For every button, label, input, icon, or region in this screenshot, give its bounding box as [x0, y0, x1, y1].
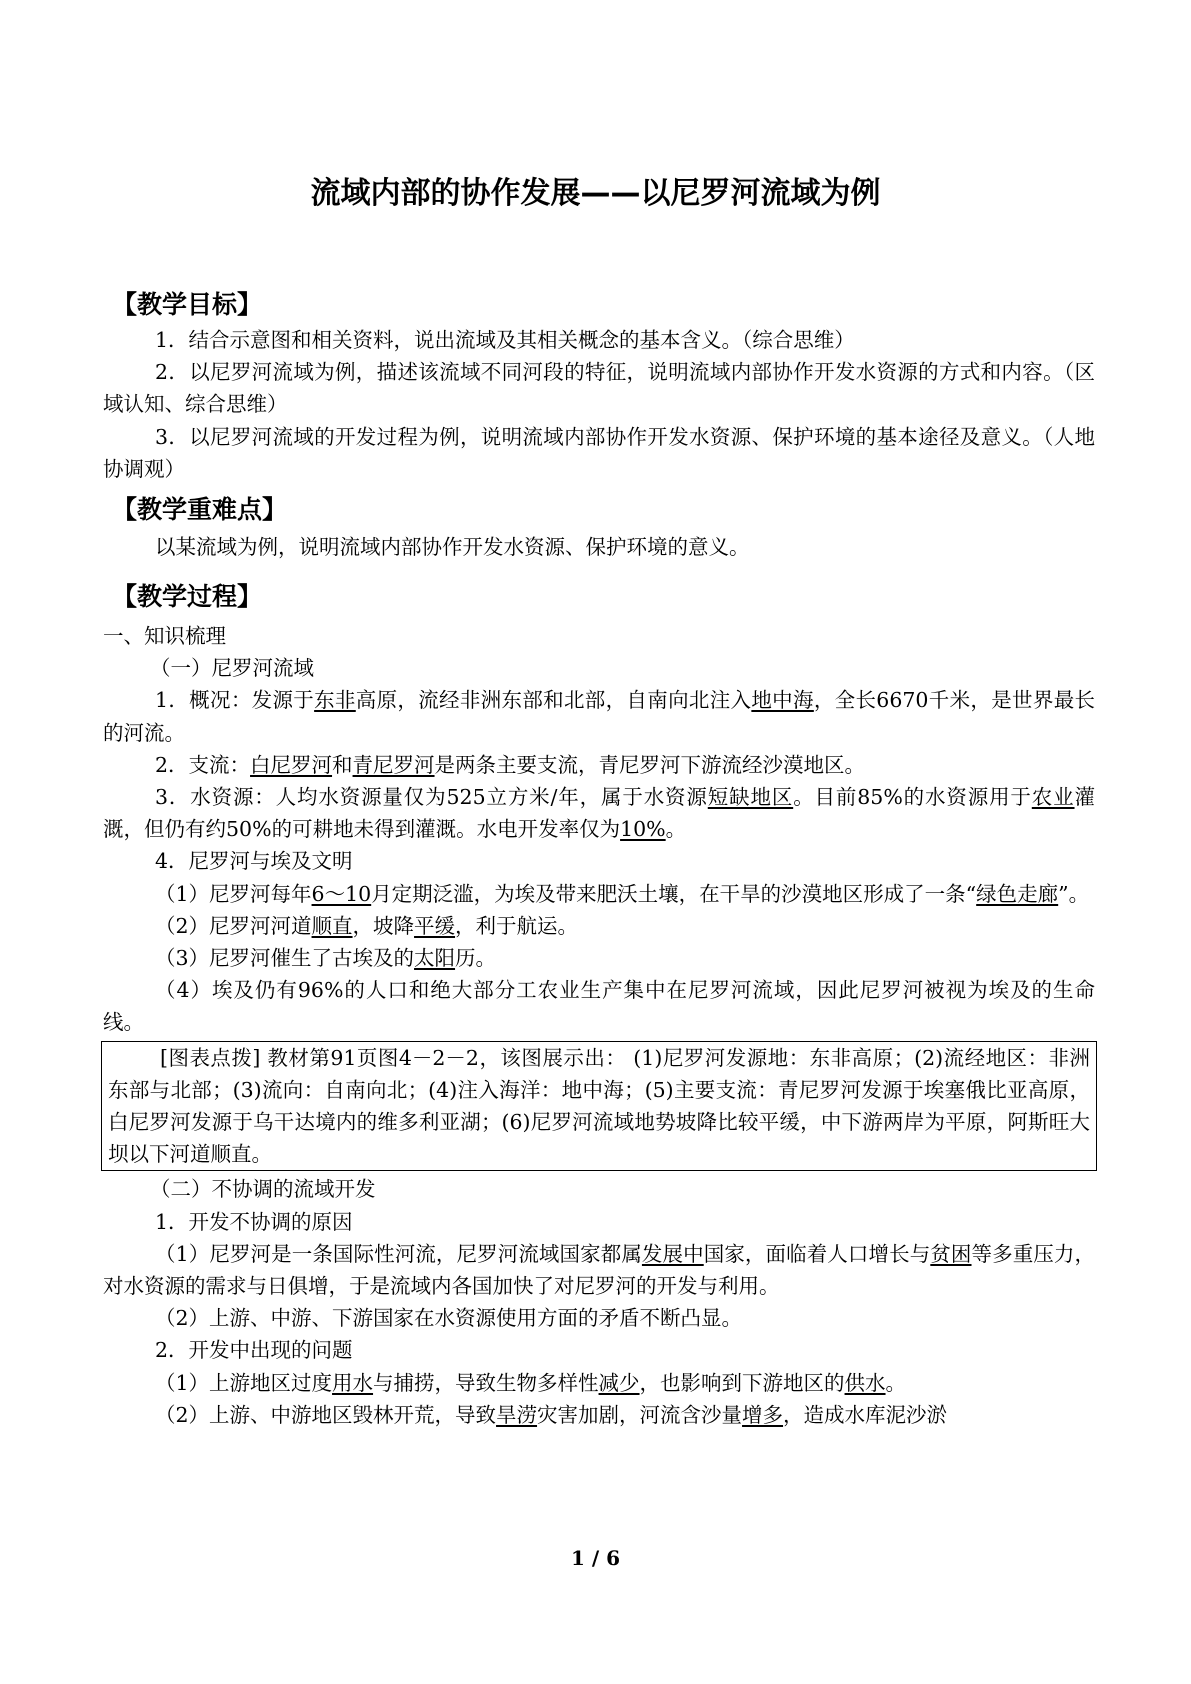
- paragraph-causes-heading: 1．开发不协调的原因: [155, 1209, 353, 1234]
- paragraph-problems-heading: 2．开发中出现的问题: [155, 1338, 353, 1363]
- paragraph-causes-2: （2）上游、中游、下游国家在水资源使用方面的矛盾不断凸显。: [155, 1306, 743, 1331]
- objectives-list: [103, 324, 1095, 485]
- key-points-text: 以某流域为例，说明流域内部协作开发水资源、保护环境的意义。: [155, 535, 750, 559]
- paragraph-problems-2: （2）上游、中游地区毁林开荒，导致旱涝灾害加剧，河流含沙量增多，造成水库泥沙淤: [155, 1402, 948, 1427]
- paragraph-civilization-1: （1）尼罗河每年6～10月定期泛滥，为埃及带来肥沃土壤，在干旱的沙漠地区形成了一条“绿色走廊”。: [155, 881, 1090, 906]
- objectives-heading: 【教学目标】: [112, 290, 263, 319]
- objective-item: 3．以尼罗河流域的开发过程为例，说明流域内部协作开发水资源、保护环境的基本途径及意义。（人地协调观）: [103, 424, 1095, 481]
- process-body: [103, 620, 1095, 1431]
- paragraph-tributaries: 2．支流：白尼罗河和青尼罗河是两条主要支流，青尼罗河下游流经沙漠地区。: [155, 752, 866, 777]
- subsection-heading: （二）不协调的流域开发: [150, 1177, 376, 1202]
- figure-tip-text: [图表点拨] 教材第91页图4－2－2，该图展示出： (1)尼罗河发源地：东非高原；(2)流经地区：非洲东部与北部；(3)流向：自南向北；(4)注入海洋：地中海；(5)主要支流：青尼罗河发源于埃塞俄比亚高原，白尼罗河发源于乌干达境内的维多利亚湖；(6)尼罗河流域地势坡降比较平缓，中下游两岸为平原，阿斯旺大坝以下河道顺直。: [108, 1045, 1090, 1167]
- figure-tip-box: [101, 1041, 1097, 1172]
- page-title: 流域内部的协作发展——以尼罗河流域为例: [310, 176, 881, 211]
- paragraph-civilization-3: （3）尼罗河催生了古埃及的太阳历。: [155, 946, 497, 971]
- paragraph-causes-1: （1）尼罗河是一条国际性河流，尼罗河流域国家都属发展中国家，面临着人口增长与贫困等多重压力，对水资源的需求与日俱增，于是流域内各国加快了对尼罗河的开发与利用。: [103, 1241, 1096, 1299]
- key-points-heading: 【教学重难点】: [112, 495, 288, 524]
- paragraph-water-resources: 3．水资源：人均水资源量仅为525立方米/年，属于水资源短缺地区。目前85%的水资源用于农业灌溉，但仍有约50%的可耕地未得到灌溉。水电开发率仅为10%。: [103, 785, 1096, 842]
- paragraph-civilization-4: （4）埃及仍有96%的人口和绝大部分工农业生产集中在尼罗河流域，因此尼罗河被视为埃及的生命线。: [103, 978, 1095, 1035]
- key-points-text-block: [103, 531, 1095, 563]
- paragraph-overview: 1．概况：发源于东非高原，流经非洲东部和北部，自南向北注入地中海，全长6670千米，是世界最长的河流。: [103, 688, 1096, 745]
- process-heading: 【教学过程】: [112, 582, 263, 611]
- paragraph-problems-1: （1）上游地区过度用水与捕捞，导致生物多样性减少，也影响到下游地区的供水。: [155, 1370, 907, 1395]
- part-heading: 一、知识梳理: [103, 624, 226, 648]
- subsection-heading: （一）尼罗河流域: [150, 656, 314, 681]
- objective-item: 2．以尼罗河流域为例，描述该流域不同河段的特征，说明流域内部协作开发水资源的方式和内容。（区域认知、综合思维）: [103, 360, 1095, 417]
- page-number: 1 / 6: [570, 1546, 621, 1570]
- paragraph-civilization-2: （2）尼罗河河道顺直，坡降平缓，利于航运。: [155, 913, 579, 938]
- paragraph-civilization-heading: 4．尼罗河与埃及文明: [155, 849, 353, 874]
- objective-item: 1．结合示意图和相关资料，说出流域及其相关概念的基本含义。（综合思维）: [155, 328, 855, 352]
